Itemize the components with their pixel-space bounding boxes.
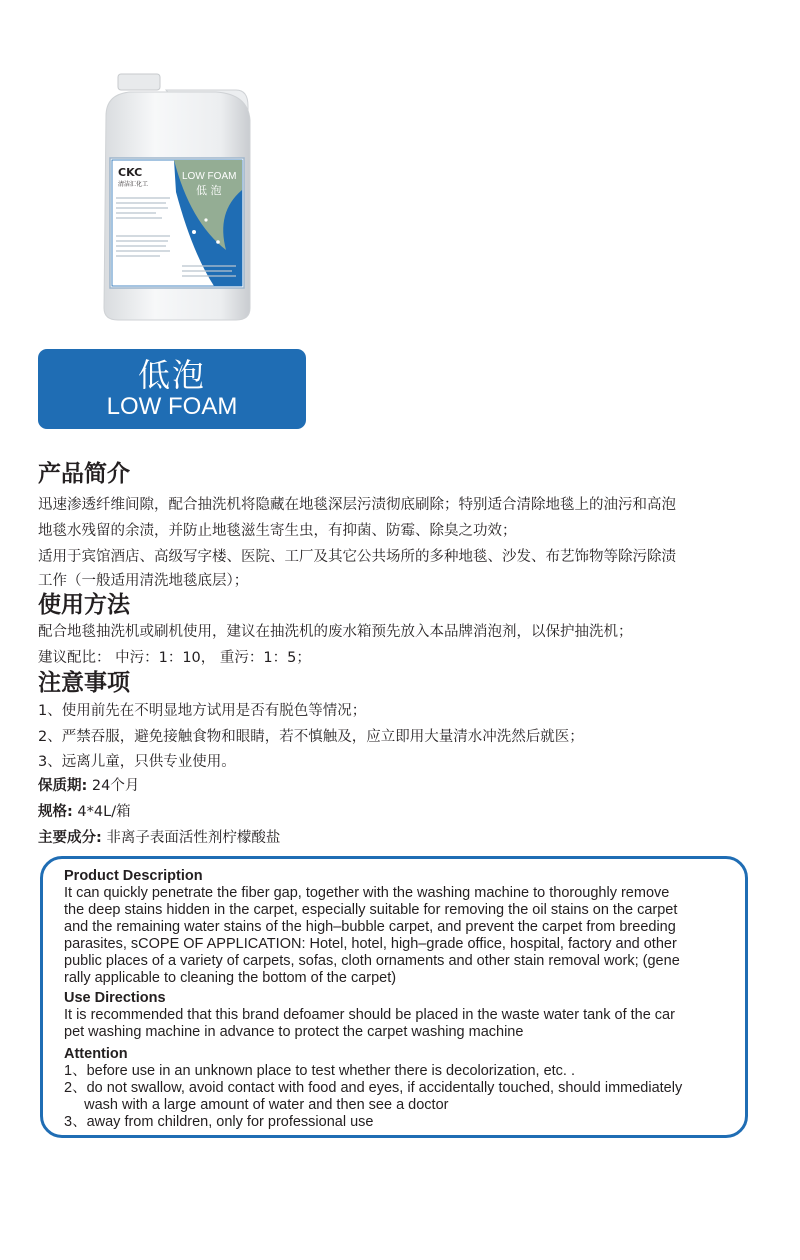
usage-line-2: 建议配比： 中污：1：10， 重污：1：5；	[38, 650, 311, 666]
intro-line-3: 适用于宾馆酒店、高级写字楼、医院、工厂及其它公共场所的多种地毯、沙发、布艺饰物等除污除渍	[38, 549, 676, 565]
intro-line-1: 迅速渗透纤维间隙，配合抽洗机将隐藏在地毯深层污渍彻底刷除；特别适合清除地毯上的油污和高泡	[38, 497, 676, 513]
product-bottle-image	[96, 72, 256, 324]
attention-heading: 注意事项	[38, 670, 130, 696]
en-attention-line-3: wash with a large amount of water and then see a doctor	[64, 1097, 449, 1113]
attention-line-2: 2、严禁吞服，避免接触食物和眼睛，若不慎触及，应立即用大量清水冲洗然后就医；	[38, 729, 584, 745]
product-title-banner	[38, 349, 306, 429]
intro-line-2: 地毯水残留的余渍，并防止地毯滋生寄生虫，有抑菌、防霉、除臭之功效；	[38, 523, 517, 539]
en-use-line-2: pet washing machine in advance to protect the carpet washing machine	[64, 1024, 524, 1040]
en-attention-line-4: 3、away from children, only for professional use	[64, 1114, 374, 1130]
ingredient-value: 非离子表面活性剂柠檬酸盐	[101, 830, 281, 846]
banner-title-en: LOW FOAM	[106, 393, 238, 420]
intro-heading: 产品简介	[38, 461, 130, 487]
attention-line-3: 3、远离儿童，只供专业使用。	[38, 754, 236, 770]
usage-line-1: 配合地毯抽洗机或刷机使用，建议在抽洗机的废水箱预先放入本品牌消泡剂，以保护抽洗机；	[38, 624, 633, 640]
intro-line-4: 工作（一般适用清洗地毯底层）；	[38, 573, 249, 589]
en-attention-line-2: 2、do not swallow, avoid contact with food and eyes, if accidentally touched, should immediately	[64, 1080, 683, 1096]
bottle-brand-cn: 清洁汇化工	[118, 181, 149, 188]
ingredients	[38, 828, 280, 848]
shelf-life	[38, 776, 139, 796]
shelf-life-label: 保质期:	[38, 778, 88, 794]
en-use-heading: Use Directions	[64, 990, 166, 1006]
en-attention-line-1: 1、before use in an unknown place to test whether there is decolorization, etc. .	[64, 1063, 576, 1079]
en-desc-line-5: public places of a variety of carpets, sofas, cloth ornaments and other stain removal work; (gene	[64, 953, 680, 969]
shelf-life-value: 24个月	[87, 778, 140, 794]
en-use-line-1: It is recommended that this brand defoamer should be placed in the waste water tank of the car	[64, 1007, 675, 1023]
en-desc-line-4: parasites, sCOPE OF APPLICATION: Hotel, hotel, high–grade office, hospital, factory and other	[64, 936, 677, 952]
specification	[38, 802, 131, 822]
en-desc-line-2: the deep stains hidden in the carpet, especially suitable for removing the oil stains on the carpet	[64, 902, 678, 918]
en-attention-heading: Attention	[64, 1046, 128, 1062]
en-desc-line-1: It can quickly penetrate the fiber gap, together with the washing machine to thoroughly remove	[64, 885, 670, 901]
en-desc-line-3: and the remaining water stains of the high–bubble carpet, and prevent the carpet from breeding	[64, 919, 676, 935]
en-desc-line-6: rally applicable to cleaning the bottom of the carpet)	[64, 970, 397, 986]
bottle-brand: CKC	[118, 166, 143, 179]
bottle-label-en: LOW FOAM	[182, 171, 237, 182]
attention-line-1: 1、使用前先在不明显地方试用是否有脱色等情况；	[38, 703, 367, 719]
usage-heading: 使用方法	[38, 592, 130, 618]
banner-title-cn: 低泡	[137, 356, 206, 394]
bottle-label-cn: 低 泡	[196, 184, 222, 197]
ingredient-label: 主要成分:	[38, 830, 102, 846]
en-desc-heading: Product Description	[64, 868, 203, 884]
spec-label: 规格:	[38, 804, 73, 820]
spec-value: 4*4L/箱	[72, 804, 131, 820]
